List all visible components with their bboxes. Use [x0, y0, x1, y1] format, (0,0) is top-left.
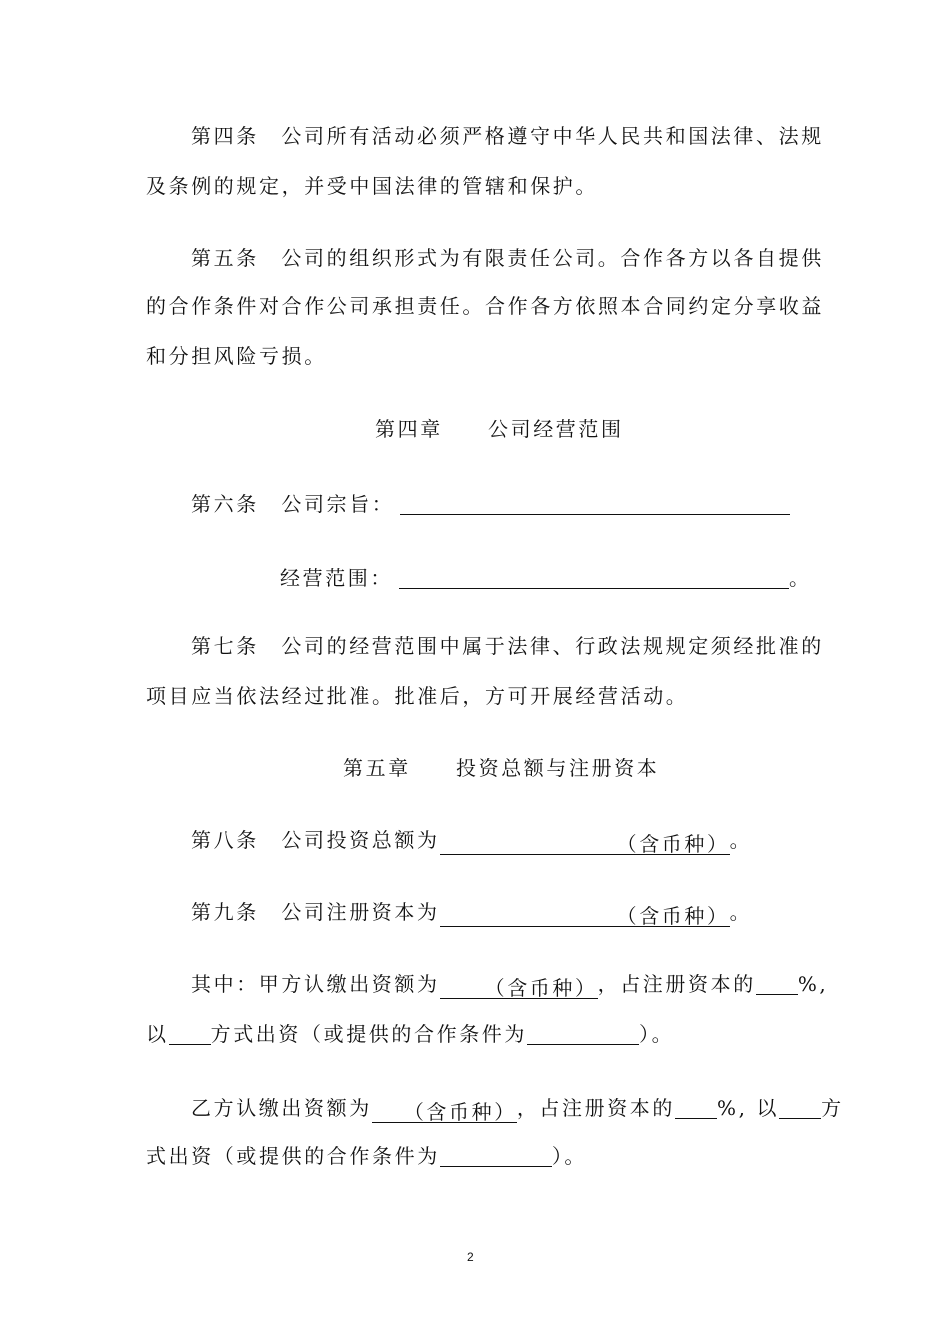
party-b-text-d: 式出资（或提供的合作条件为 — [146, 1144, 440, 1168]
investment-total-blank[interactable] — [440, 830, 730, 855]
article-9 — [191, 898, 752, 927]
party-a-currency: （含币种） — [484, 976, 598, 1000]
article-6-scope — [280, 564, 812, 592]
party-a-method-blank[interactable] — [169, 1020, 211, 1045]
article-9-end: 。 — [729, 900, 753, 924]
party-a-text-a: 其中：甲方认缴出资额为 — [191, 972, 440, 996]
page-number: 2 — [467, 1250, 474, 1264]
party-b-line-1 — [191, 1094, 844, 1123]
party-a-line-2 — [146, 1020, 674, 1048]
article-7-line-1: 第七条 公司的经营范围中属于法律、行政法规规定须经批准的 — [191, 634, 824, 658]
party-b-currency: （含币种） — [403, 1100, 517, 1124]
article-5-line-3: 和分担风险亏损。 — [146, 344, 327, 368]
article-8-end: 。 — [729, 828, 753, 852]
article-6-purpose — [191, 490, 790, 518]
purpose-blank[interactable] — [400, 490, 790, 515]
registered-capital-blank[interactable] — [440, 902, 730, 927]
party-b-condition-blank[interactable] — [440, 1142, 552, 1167]
article-5-line-1: 第五条 公司的组织形式为有限责任公司。合作各方以各自提供 — [191, 246, 824, 270]
party-a-percent-blank[interactable] — [756, 970, 798, 995]
scope-end: 。 — [789, 566, 812, 590]
party-b-text-b: ，占注册资本的 — [516, 1096, 676, 1120]
article-5-line-2: 的合作条件对合作公司承担责任。合作各方依照本合同约定分享收益 — [146, 294, 824, 318]
party-b-line-2 — [146, 1142, 587, 1170]
scope-label: 经营范围： — [280, 566, 393, 590]
party-b-text-a: 乙方认缴出资额为 — [191, 1096, 372, 1120]
article-8-currency: （含币种） — [616, 832, 730, 856]
party-b-text-c: 方 — [821, 1096, 844, 1120]
party-a-text-e: ）。 — [639, 1022, 675, 1046]
article-4-line-1: 第四条 公司所有活动必须严格遵守中华人民共和国法律、法规 — [191, 124, 824, 148]
article-8 — [191, 826, 752, 855]
article-9-currency: （含币种） — [616, 904, 730, 928]
party-b-amount-blank[interactable] — [372, 1098, 517, 1123]
party-a-pct: %, — [797, 972, 829, 996]
party-a-text-b: ，占注册资本的 — [597, 972, 756, 996]
article-4-line-2: 及条例的规定，并受中国法律的管辖和保护。 — [146, 174, 598, 198]
party-a-condition-blank[interactable] — [527, 1020, 639, 1045]
party-b-percent-blank[interactable] — [675, 1094, 717, 1119]
chapter-4-title: 第四章 公司经营范围 — [375, 417, 624, 441]
article-6-label: 第六条 公司宗旨： — [191, 492, 395, 516]
article-9-label: 第九条 公司注册资本为 — [191, 900, 440, 924]
party-a-line-1 — [191, 970, 828, 999]
party-b-text-e: ）。 — [551, 1144, 588, 1168]
party-a-text-c: 以 — [146, 1022, 169, 1046]
chapter-5-title: 第五章 投资总额与注册资本 — [343, 756, 660, 780]
party-b-method-blank[interactable] — [779, 1094, 821, 1119]
scope-blank[interactable] — [399, 564, 789, 589]
party-b-pct: %, 以 — [717, 1096, 780, 1120]
party-a-text-d: 方式出资（或提供的合作条件为 — [210, 1022, 528, 1046]
party-a-amount-blank[interactable] — [440, 974, 598, 999]
article-8-label: 第八条 公司投资总额为 — [191, 828, 440, 852]
article-7-line-2: 项目应当依法经过批准。批准后，方可开展经营活动。 — [146, 684, 689, 708]
